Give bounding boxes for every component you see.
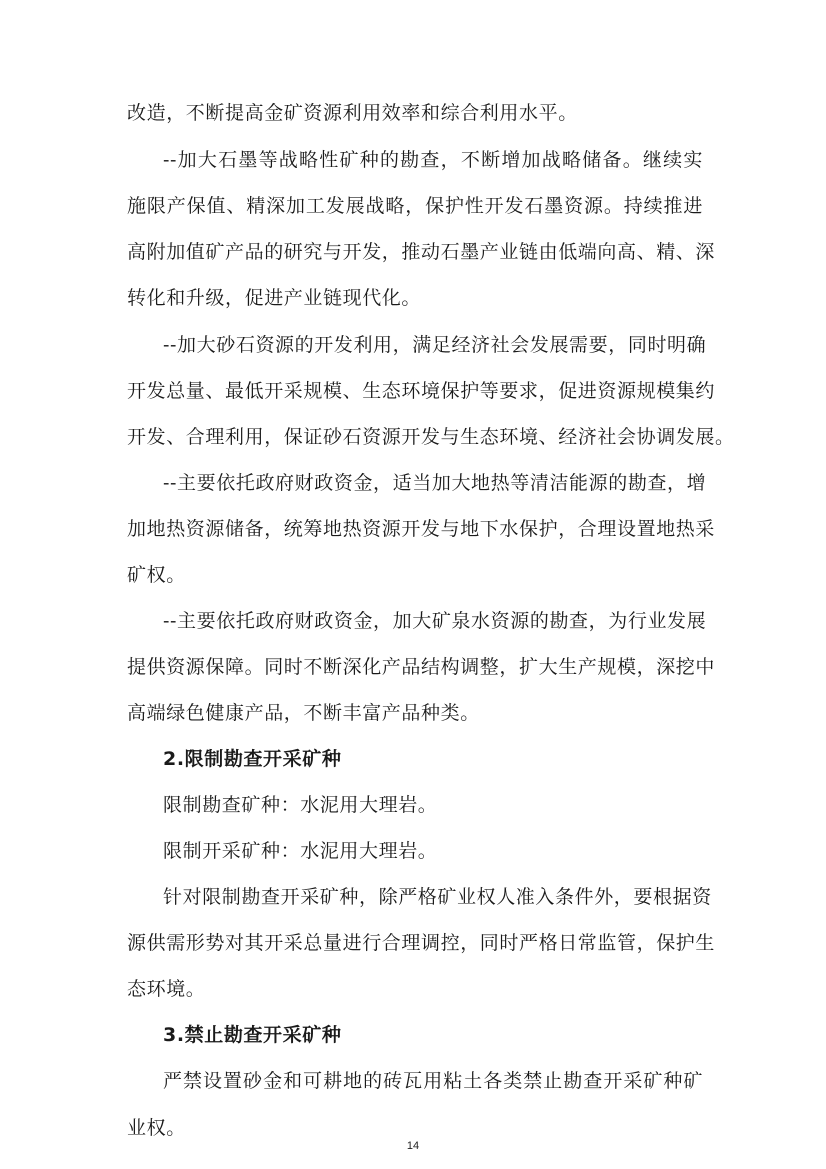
paragraph-line: 高端绿色健康产品，不断丰富产品种类。 <box>127 702 480 724</box>
section-heading-2: 2.限制勘查开采矿种 <box>163 748 342 770</box>
page-number: 14 <box>406 1140 420 1152</box>
paragraph-line: 业权。 <box>127 1117 186 1139</box>
paragraph-line: --加大石墨等战略性矿种的勘查，不断增加战略储备。继续实 <box>163 149 703 171</box>
paragraph-line: --主要依托政府财政资金，适当加大地热等清洁能源的勘查，增 <box>163 472 707 494</box>
paragraph-line: 严禁设置砂金和可耕地的砖瓦用粘土各类禁止勘查开采矿种矿 <box>163 1070 703 1092</box>
paragraph-line: --主要依托政府财政资金，加大矿泉水资源的勘查，为行业发展 <box>163 610 707 632</box>
paragraph-line: 源供需形势对其开采总量进行合理调控，同时严格日常监管，保护生 <box>127 932 716 954</box>
paragraph-line: 提供资源保障。同时不断深化产品结构调整，扩大生产规模，深挖中 <box>127 656 716 678</box>
paragraph-line: 态环境。 <box>127 978 206 1000</box>
restricted-exploration-line: 限制勘查矿种：水泥用大理岩。 <box>163 794 438 816</box>
paragraph-line: 转化和升级，促进产业链现代化。 <box>127 287 422 309</box>
paragraph-line: 加地热资源储备，统筹地热资源开发与地下水保护，合理设置地热采 <box>127 518 716 540</box>
paragraph-line: 开发总量、最低开采规模、生态环境保护等要求，促进资源规模集约 <box>127 380 716 402</box>
paragraph-line: 矿权。 <box>127 564 186 586</box>
paragraph-line: 高附加值矿产品的研究与开发，推动石墨产业链由低端向高、精、深 <box>127 241 716 263</box>
paragraph-line: 改造，不断提高金矿资源利用效率和综合利用水平。 <box>127 102 578 124</box>
paragraph-line: 施限产保值、精深加工发展战略，保护性开发石墨资源。持续推进 <box>127 195 703 217</box>
restricted-mining-line: 限制开采矿种：水泥用大理岩。 <box>163 840 438 862</box>
section-heading-3: 3.禁止勘查开采矿种 <box>163 1024 342 1046</box>
paragraph-line: 开发、合理利用，保证砂石资源开发与生态环境、经济社会协调发展。 <box>127 426 735 448</box>
paragraph-line: --加大砂石资源的开发利用，满足经济社会发展需要，同时明确 <box>163 334 707 356</box>
paragraph-line: 针对限制勘查开采矿种，除严格矿业权人准入条件外，要根据资 <box>163 886 712 908</box>
